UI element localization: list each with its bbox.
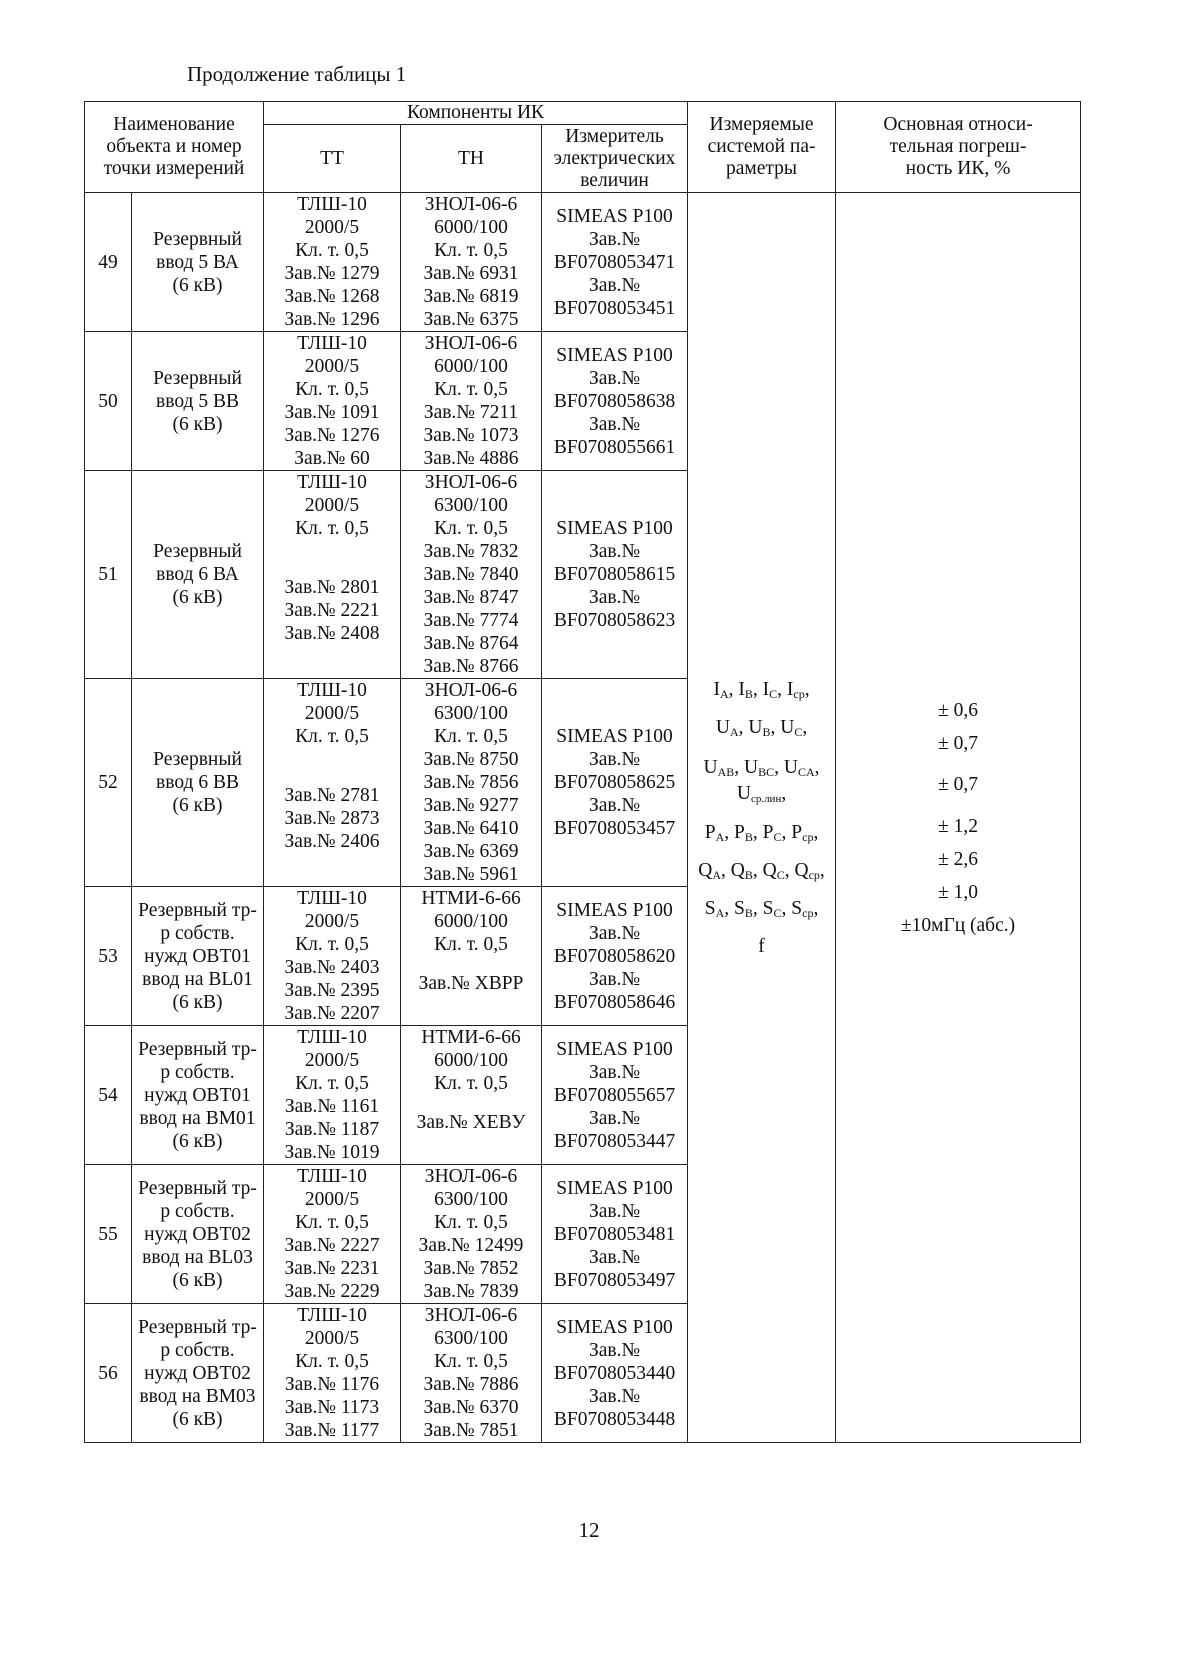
tn-cell: НТМИ-6-66 6000/100 Кл. т. 0,5 Зав.№ XEBУ bbox=[401, 1026, 542, 1165]
meter-cell: SIMEAS P100 Зав.№ BF0708058615 Зав.№ BF0708058623 bbox=[542, 471, 688, 679]
error-value: ± 0,7 bbox=[938, 732, 978, 754]
row-number: 52 bbox=[85, 679, 132, 887]
param-active-power: $P_A$, $P_B$, $P_C$, $P_{ср}$, bbox=[704, 821, 819, 844]
row-number: 54 bbox=[85, 1026, 132, 1165]
tt-cell: ТЛШ-10 2000/5 Кл. т. 0,5 Зав.№ 2781 Зав.№ 2873 Зав.№ 2406 bbox=[264, 679, 401, 887]
table-row bbox=[85, 193, 1081, 332]
table-caption: Продолжение таблицы 1 bbox=[187, 62, 407, 86]
object-name: Резервный ввод 5 ВА (6 кВ) bbox=[132, 193, 264, 332]
header-components: Компоненты ИК bbox=[264, 102, 688, 125]
error-cell bbox=[836, 193, 1081, 1443]
header-tn: ТН bbox=[401, 125, 542, 193]
params-cell bbox=[688, 193, 836, 1443]
tt-cell: ТЛШ-10 2000/5 Кл. т. 0,5 Зав.№ 1279 Зав.№ 1268 Зав.№ 1296 bbox=[264, 193, 401, 332]
row-number: 55 bbox=[85, 1165, 132, 1304]
object-name: Резервный тр- р собств. нужд OBT01 ввод на BL01 (6 кВ) bbox=[132, 887, 264, 1026]
meter-cell: SIMEAS P100 Зав.№ BF0708053481 Зав.№ BF0708053497 bbox=[542, 1165, 688, 1304]
page-number: 12 bbox=[578, 1518, 600, 1542]
param-frequency: f bbox=[758, 935, 765, 957]
object-name: Резервный тр- р собств. нужд OBT01 ввод на BM01 (6 кВ) bbox=[132, 1026, 264, 1165]
tn-cell: ЗНОЛ-06-6 6000/100 Кл. т. 0,5 Зав.№ 6931 Зав.№ 6819 Зав.№ 6375 bbox=[401, 193, 542, 332]
tt-cell: ТЛШ-10 2000/5 Кл. т. 0,5 Зав.№ 1161 Зав.№ 1187 Зав.№ 1019 bbox=[264, 1026, 401, 1165]
param-voltage: $U_A$, $U_B$, $U_C$, bbox=[715, 716, 808, 739]
row-number: 50 bbox=[85, 332, 132, 471]
row-number: 51 bbox=[85, 471, 132, 679]
tt-cell: ТЛШ-10 2000/5 Кл. т. 0,5 Зав.№ 2801 Зав.№ 2221 Зав.№ 2408 bbox=[264, 471, 401, 679]
meter-cell: SIMEAS P100 Зав.№ BF0708058620 Зав.№ BF0708058646 bbox=[542, 887, 688, 1026]
header-meter: Измеритель электрических величин bbox=[542, 125, 688, 193]
tn-cell: ЗНОЛ-06-6 6300/100 Кл. т. 0,5 Зав.№ 7832 Зав.№ 7840 Зав.№ 8747 Зав.№ 7774 Зав.№ 8764 Зав.№ 8766 bbox=[401, 471, 542, 679]
param-current: $I_A$, $I_B$, $I_C$, $I_{ср}$, bbox=[713, 678, 810, 701]
object-name: Резервный тр- р собств. нужд OBT02 ввод на BM03 (6 кВ) bbox=[132, 1304, 264, 1443]
error-value: ± 0,7 bbox=[938, 773, 978, 795]
param-apparent-power: $S_A$, $S_B$, $S_C$, $S_{ср}$, bbox=[704, 897, 819, 920]
error-value: ±10мГц (абс.) bbox=[900, 914, 1016, 936]
error-value: ± 2,6 bbox=[938, 848, 978, 870]
row-number: 53 bbox=[85, 887, 132, 1026]
row-number: 56 bbox=[85, 1304, 132, 1443]
object-name: Резервный ввод 6 ВВ (6 кВ) bbox=[132, 679, 264, 887]
tn-cell: ЗНОЛ-06-6 6300/100 Кл. т. 0,5 Зав.№ 8750 Зав.№ 7856 Зав.№ 9277 Зав.№ 6410 Зав.№ 6369 Зав.№ 5961 bbox=[401, 679, 542, 887]
header-object: Наименование объекта и номер точки измерений bbox=[85, 102, 264, 193]
param-line-voltage: $U_{AB}$, $U_{BC}$, $U_{CA}$, bbox=[703, 756, 820, 779]
tn-cell: НТМИ-6-66 6000/100 Кл. т. 0,5 Зав.№ XBPP bbox=[401, 887, 542, 1026]
meter-cell: SIMEAS P100 Зав.№ BF0708053471 Зав.№ BF0708053451 bbox=[542, 193, 688, 332]
object-name: Резервный ввод 6 ВА (6 кВ) bbox=[132, 471, 264, 679]
meter-cell: SIMEAS P100 Зав.№ BF0708053440 Зав.№ BF0708053448 bbox=[542, 1304, 688, 1443]
object-name: Резервный ввод 5 ВВ (6 кВ) bbox=[132, 332, 264, 471]
row-number: 49 bbox=[85, 193, 132, 332]
header-params: Измеряемые системой па- раметры bbox=[688, 102, 836, 193]
header-error: Основная относи- тельная погреш- ность ИК, % bbox=[836, 102, 1081, 193]
tt-cell: ТЛШ-10 2000/5 Кл. т. 0,5 Зав.№ 2227 Зав.№ 2231 Зав.№ 2229 bbox=[264, 1165, 401, 1304]
tn-cell: ЗНОЛ-06-6 6300/100 Кл. т. 0,5 Зав.№ 7886 Зав.№ 6370 Зав.№ 7851 bbox=[401, 1304, 542, 1443]
meter-cell: SIMEAS P100 Зав.№ BF0708058638 Зав.№ BF0708055661 bbox=[542, 332, 688, 471]
tt-cell: ТЛШ-10 2000/5 Кл. т. 0,5 Зав.№ 2403 Зав.№ 2395 Зав.№ 2207 bbox=[264, 887, 401, 1026]
error-value: ± 1,0 bbox=[938, 881, 978, 903]
error-value: ± 0,6 bbox=[938, 699, 978, 721]
components-table bbox=[84, 101, 1081, 1443]
tn-cell: ЗНОЛ-06-6 6000/100 Кл. т. 0,5 Зав.№ 7211 Зав.№ 1073 Зав.№ 4886 bbox=[401, 332, 542, 471]
tt-cell: ТЛШ-10 2000/5 Кл. т. 0,5 Зав.№ 1091 Зав.№ 1276 Зав.№ 60 bbox=[264, 332, 401, 471]
meter-cell: SIMEAS P100 Зав.№ BF0708055657 Зав.№ BF0708053447 bbox=[542, 1026, 688, 1165]
object-name: Резервный тр- р собств. нужд OBT02 ввод на BL03 (6 кВ) bbox=[132, 1165, 264, 1304]
error-value: ± 1,2 bbox=[938, 815, 978, 837]
param-reactive-power: $Q_A$, $Q_B$, $Q_C$, $Q_{ср}$, bbox=[698, 859, 825, 882]
tn-cell: ЗНОЛ-06-6 6300/100 Кл. т. 0,5 Зав.№ 12499 Зав.№ 7852 Зав.№ 7839 bbox=[401, 1165, 542, 1304]
meter-cell: SIMEAS P100 Зав.№ BF0708058625 Зав.№ BF0708053457 bbox=[542, 679, 688, 887]
tt-cell: ТЛШ-10 2000/5 Кл. т. 0,5 Зав.№ 1176 Зав.№ 1173 Зав.№ 1177 bbox=[264, 1304, 401, 1443]
param-avg-line-voltage: Uср.лин, bbox=[736, 782, 787, 805]
header-tt: ТТ bbox=[264, 125, 401, 193]
